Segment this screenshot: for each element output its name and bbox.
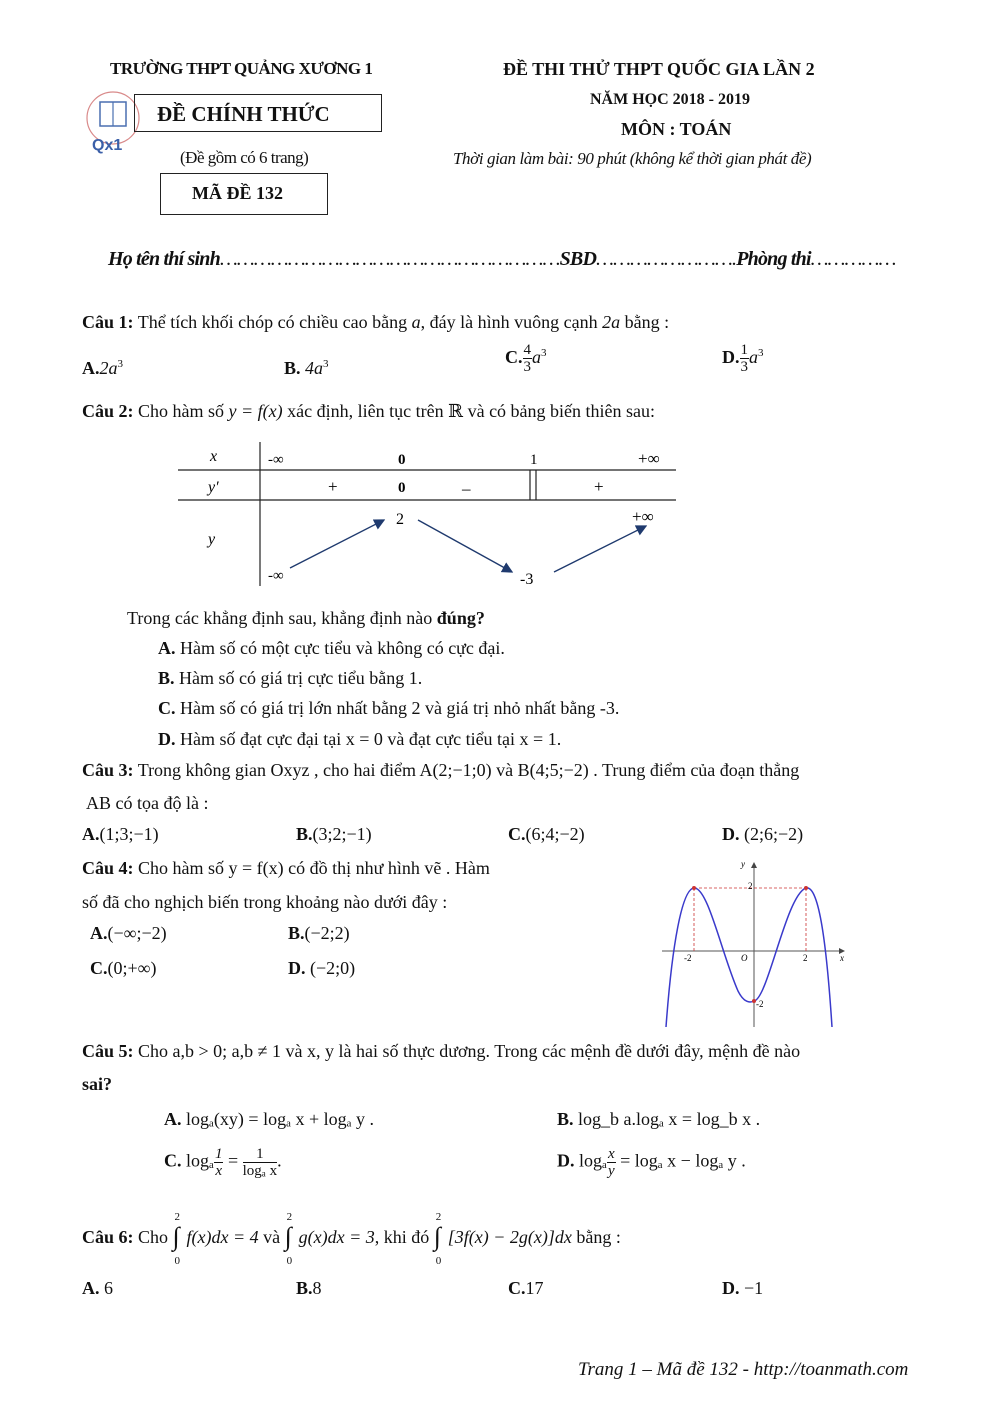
q5-c-frac1	[214, 1146, 224, 1179]
q1-c-letter: C.	[505, 347, 523, 367]
table-y-max: 2	[396, 511, 404, 528]
question-3	[82, 759, 799, 781]
table-yprime-label: y′	[208, 479, 219, 496]
q2-d-letter: D.	[158, 729, 176, 749]
q4-option-a[interactable]	[90, 922, 167, 944]
q5-a-value: logₐ(xy) = logₐ x + logₐ y .	[186, 1109, 375, 1129]
q1-b-exp: 3	[323, 358, 329, 370]
q2-option-c[interactable]	[158, 697, 619, 719]
q1-c-num: 4	[523, 342, 531, 359]
q6-then: , khi đó	[374, 1227, 430, 1248]
question-2	[82, 400, 655, 422]
graph-y-label: y	[741, 859, 745, 869]
question-1	[82, 311, 669, 333]
q6-option-c[interactable]	[508, 1277, 544, 1299]
q2-text: Cho hàm số	[138, 401, 225, 421]
graph-origin-label: O	[741, 953, 748, 963]
table-x-pos-inf: +∞	[638, 449, 660, 468]
q1-a-letter: A.	[82, 358, 100, 378]
question-4-cont	[82, 891, 447, 913]
graph-x-tick-neg2: -2	[684, 953, 692, 963]
q6-label: Câu 6:	[82, 1227, 134, 1248]
q4-option-b[interactable]	[288, 922, 350, 944]
q1-option-b[interactable]	[284, 353, 329, 379]
q4-text2: số đã cho nghịch biến trong khoảng nào dưới đây :	[82, 892, 448, 912]
q1-d-fraction	[740, 342, 750, 375]
q6-int3-lower: 0	[435, 1255, 442, 1267]
question-5	[82, 1040, 800, 1062]
q3-a-value: (1;3;−1)	[99, 824, 159, 844]
q4-label: Câu 4:	[82, 858, 134, 878]
q6-int2-lower: 0	[286, 1255, 293, 1267]
q1-text2: , đáy là hình vuông cạnh	[420, 312, 598, 332]
q6-d-value: −1	[744, 1278, 764, 1298]
q5-b-letter: B.	[557, 1109, 574, 1129]
q4-text: Cho hàm số y = f(x) có đồ thị như hình vẽ . Hàm	[138, 858, 490, 878]
sbd-label: SBD	[559, 248, 597, 270]
graph-x-tick-2: 2	[803, 953, 808, 963]
variation-table	[176, 440, 680, 590]
table-x-neg-inf: -∞	[268, 452, 284, 468]
q3-text: Trong không gian Oxyz , cho hai điểm A(2;−1;0) và B(4;5;−2) . Trung điểm của đoạn thẳng	[137, 760, 800, 780]
q5-c-den: x	[215, 1163, 223, 1179]
q5-text: Cho a,b > 0; a,b ≠ 1 và x, y là hai số thực dương. Trong các mệnh đề dưới đây, mệnh đề nào	[138, 1041, 801, 1061]
table-x-one: 1	[530, 452, 538, 468]
graph-point-right-max	[804, 886, 808, 890]
q6-integral-2: ∫ 2 0	[285, 1224, 299, 1254]
q6-b-letter: B.	[296, 1278, 313, 1298]
q4-a-value: (−∞;−2)	[107, 923, 167, 943]
q2-text3: và có bảng biến thiên sau:	[467, 401, 656, 421]
q5-option-b[interactable]	[557, 1108, 760, 1130]
q5-c-frac2	[243, 1146, 278, 1179]
table-x-zero: 0	[398, 452, 406, 468]
subject: MÔN : TOÁN	[621, 119, 732, 139]
q3-b-value: (3;2;−1)	[312, 824, 372, 844]
q2-func: y = f(x)	[228, 401, 283, 421]
q6-text: Cho	[138, 1227, 169, 1248]
q6-int2-upper: 2	[286, 1211, 293, 1223]
q6-int3-body: [3f(x) − 2g(x)]dx	[447, 1227, 572, 1248]
q3-label: Câu 3:	[82, 760, 134, 780]
q3-c-value: (6;4;−2)	[525, 824, 585, 844]
arrow-increase-2	[554, 526, 646, 572]
graph-y-tick-2: 2	[748, 881, 753, 891]
table-y-min: -3	[520, 571, 534, 588]
q2-c-text: Hàm số có giá trị lớn nhất bằng 2 và giá trị nhỏ nhất bằng -3.	[180, 698, 620, 718]
q6-end: bằng :	[576, 1227, 621, 1248]
official-label: ĐỀ CHÍNH THỨC	[157, 102, 330, 126]
q2-option-a[interactable]	[158, 637, 505, 659]
q4-option-c[interactable]	[90, 957, 156, 979]
q3-option-d[interactable]	[722, 823, 803, 845]
question-6	[82, 1211, 621, 1267]
q6-option-a[interactable]	[82, 1277, 113, 1299]
q6-d-letter: D.	[722, 1278, 740, 1298]
q3-option-c[interactable]	[508, 823, 585, 845]
table-x-label: x	[210, 448, 218, 465]
q1-option-a[interactable]	[82, 353, 123, 379]
q1-label: Câu 1:	[82, 312, 134, 332]
q2-option-b[interactable]	[158, 667, 422, 689]
q6-and: và	[263, 1227, 281, 1248]
q2-a-letter: A.	[158, 638, 176, 658]
function-graph	[658, 855, 852, 1031]
q6-int2-body: g(x)dx = 3	[298, 1227, 375, 1248]
q2-label: Câu 2:	[82, 401, 134, 421]
q5-text-bold: sai?	[82, 1074, 113, 1094]
q5-d-log: logₐ	[579, 1150, 607, 1171]
q3-option-b[interactable]	[296, 823, 372, 845]
q5-label: Câu 5:	[82, 1041, 134, 1061]
candidate-name-dots: ……………………………………………………	[219, 248, 560, 270]
q5-c-den2: logₐ x	[242, 1163, 278, 1179]
table-y-neg-inf: -∞	[268, 568, 284, 584]
table-sign-minus: –	[462, 479, 471, 498]
candidate-name-label: Họ tên thí sinh	[108, 248, 220, 270]
q1-c-fraction	[523, 342, 533, 375]
q1-d-num: 1	[740, 342, 748, 359]
q2-d-text: Hàm số đạt cực đại tại x = 0 và đạt cực tiểu tại x = 1.	[180, 729, 562, 749]
q1-option-c[interactable]	[505, 342, 547, 375]
q3-b-letter: B.	[296, 824, 313, 844]
q5-b-value: log_b a.logₐ x = log_b x .	[578, 1109, 761, 1129]
q1-b-value: 4a	[305, 358, 324, 378]
graph-y-tick-neg2: -2	[756, 999, 764, 1009]
sbd-dots: …………………….	[596, 248, 737, 270]
q4-c-letter: C.	[90, 958, 108, 978]
q3-option-a[interactable]	[82, 823, 159, 845]
q2-c-letter: C.	[158, 698, 176, 718]
q4-c-value: (0;+∞)	[107, 958, 157, 978]
table-y-label: y	[208, 531, 216, 548]
q4-d-letter: D.	[288, 958, 306, 978]
q5-d-post: = logₐ x − logₐ y .	[620, 1150, 746, 1171]
table-sign-plus-1: +	[328, 477, 338, 496]
q1-c-den: 3	[523, 359, 531, 376]
arrow-decrease	[418, 520, 512, 572]
q2-b-letter: B.	[158, 668, 175, 688]
q5-d-den: y	[607, 1163, 615, 1179]
q1-c-var: a	[532, 347, 541, 367]
q6-c-value: 17	[525, 1278, 544, 1298]
q1-a-value: 2a	[99, 358, 118, 378]
candidate-info-line	[108, 248, 896, 270]
q1-d-den: 3	[740, 359, 748, 376]
q1-d-var: a	[749, 347, 758, 367]
q1-b-letter: B.	[284, 358, 301, 378]
q6-b-value: 8	[312, 1278, 322, 1298]
logo-text: Qx1	[92, 137, 123, 154]
q1-d-exp: 3	[758, 347, 764, 359]
q6-int1-upper: 2	[174, 1211, 181, 1223]
q5-d-letter: D.	[557, 1150, 575, 1171]
school-name: TRƯỜNG THPT QUẢNG XƯƠNG 1	[110, 59, 373, 78]
q6-int3-upper: 2	[435, 1211, 442, 1223]
q5-c-log: logₐ	[186, 1150, 214, 1171]
q4-option-d[interactable]	[288, 957, 355, 979]
q6-c-letter: C.	[508, 1278, 526, 1298]
q2-reals: ℝ	[448, 401, 464, 421]
q6-integral-3: ∫ 2 0	[434, 1224, 448, 1254]
q1-option-d[interactable]	[722, 342, 764, 375]
q1-var: a	[411, 312, 421, 332]
q2-prompt-text: Trong các khẳng định sau, khẳng định nào	[127, 608, 433, 628]
q2-text2: xác định, liên tục trên	[287, 401, 444, 421]
graph-x-label: x	[840, 953, 844, 963]
q5-a-letter: A.	[164, 1109, 182, 1129]
room-dots: ……………	[810, 248, 896, 270]
q3-c-letter: C.	[508, 824, 526, 844]
q2-a-text: Hàm số có một cực tiểu và không có cực đại.	[180, 638, 505, 658]
q4-b-value: (−2;2)	[304, 923, 350, 943]
q5-d-num: x	[607, 1146, 615, 1162]
q5-option-c[interactable]	[164, 1146, 282, 1179]
question-3-cont	[86, 792, 208, 814]
q5-c-letter: C.	[164, 1150, 182, 1171]
q6-option-b[interactable]	[296, 1277, 322, 1299]
exam-title: ĐỀ THI THỬ THPT QUỐC GIA LẦN 2	[503, 59, 815, 79]
q6-integral-1: ∫ 2 0	[173, 1224, 187, 1254]
q5-c-num: 1	[214, 1146, 223, 1162]
q1-side: 2a	[602, 312, 621, 332]
school-year: NĂM HỌC 2018 - 2019	[590, 91, 750, 108]
q4-b-letter: B.	[288, 923, 305, 943]
q6-option-d[interactable]	[722, 1277, 763, 1299]
q3-d-value: (2;6;−2)	[744, 824, 804, 844]
q1-c-exp: 3	[541, 347, 547, 359]
q2-option-d[interactable]	[158, 728, 561, 750]
q3-text2: AB có tọa độ là :	[86, 793, 209, 813]
q2-b-text: Hàm số có giá trị cực tiểu bằng 1.	[179, 668, 423, 688]
table-sign-plus-2: +	[594, 477, 604, 496]
arrow-increase-1	[290, 520, 384, 568]
table-sign-zero: 0	[398, 480, 406, 496]
table-y-pos-inf: +∞	[632, 507, 654, 526]
q5-option-d[interactable]	[557, 1146, 746, 1179]
q2-prompt	[127, 607, 485, 629]
graph-point-left-max	[692, 886, 696, 890]
q4-a-letter: A.	[90, 923, 108, 943]
question-4	[82, 857, 490, 879]
q6-int1-lower: 0	[174, 1255, 181, 1267]
q4-d-value: (−2;0)	[310, 958, 356, 978]
exam-code: MÃ ĐỀ 132	[192, 183, 283, 203]
q5-option-a[interactable]	[164, 1108, 374, 1130]
room-label: Phòng thi	[736, 248, 811, 270]
q6-a-letter: A.	[82, 1278, 100, 1298]
q6-a-value: 6	[104, 1278, 113, 1298]
q2-prompt-bold: đúng?	[436, 608, 485, 628]
q1-a-exp: 3	[117, 358, 123, 370]
q1-text: Thể tích khối chóp có chiều cao bằng	[137, 312, 408, 332]
q3-d-letter: D.	[722, 824, 740, 844]
q5-c-eq: =	[227, 1150, 239, 1171]
q5-d-frac	[607, 1146, 616, 1179]
page-footer: Trang 1 – Mã đề 132 - http://toanmath.com	[578, 1359, 909, 1380]
q5-c-end: .	[277, 1150, 282, 1171]
pages-note: (Đề gồm có 6 trang)	[180, 148, 309, 167]
time-note: Thời gian làm bài: 90 phút (không kể thời gian phát đề)	[453, 149, 812, 168]
q5-c-num2: 1	[243, 1146, 278, 1163]
q1-d-letter: D.	[722, 347, 740, 367]
q1-text3: bằng :	[624, 312, 670, 332]
q6-int1-body: f(x)dx = 4	[186, 1227, 259, 1248]
q3-a-letter: A.	[82, 824, 100, 844]
